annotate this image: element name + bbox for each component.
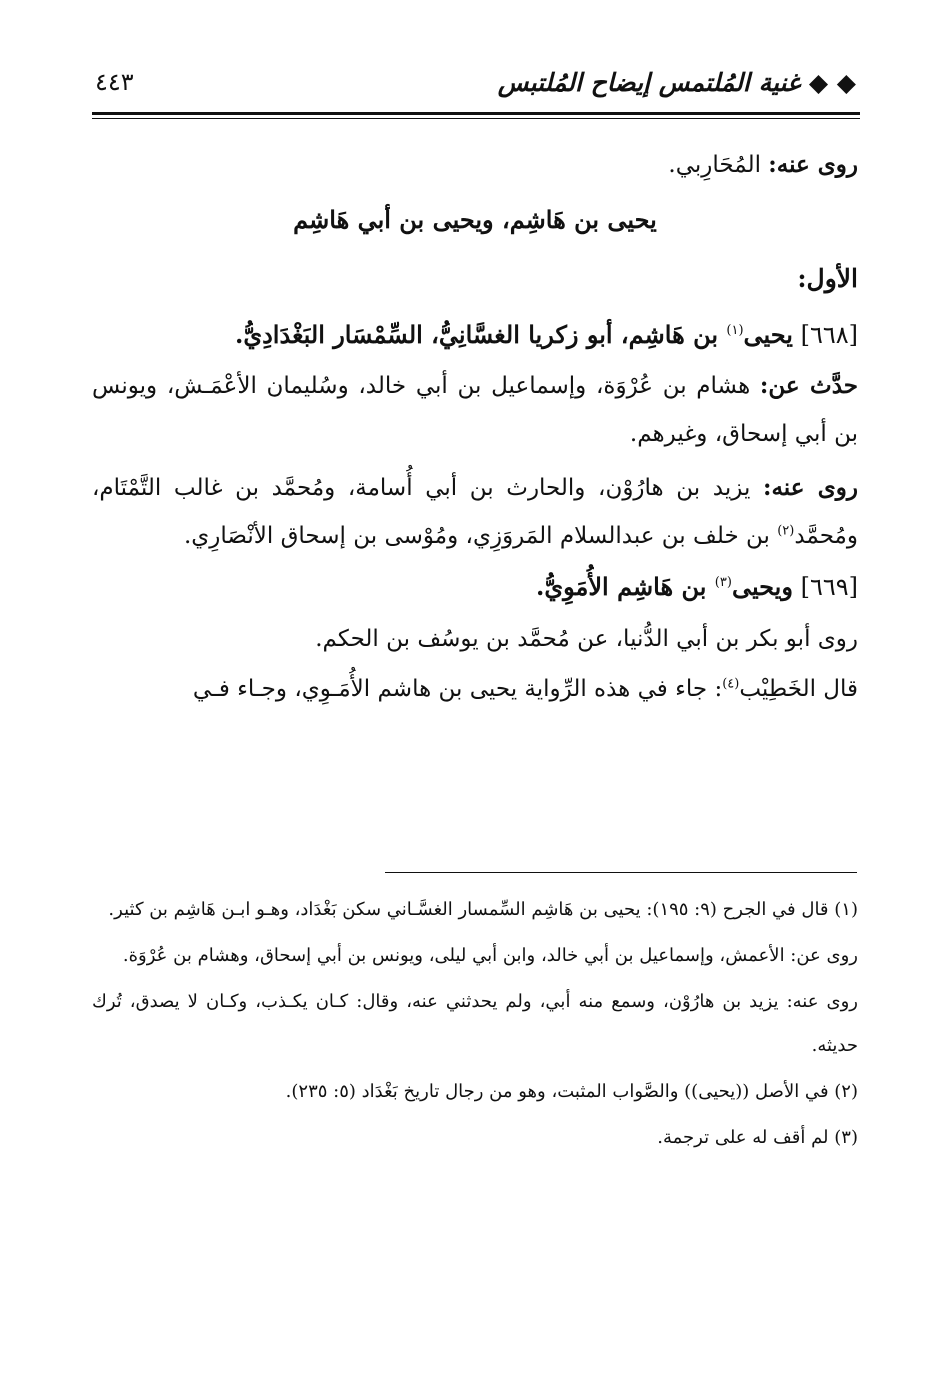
running-title: ◆ ◆ غنية المُلتمس إيضاح المُلتبس — [497, 68, 856, 97]
section-title: يحيى بن هَاشِم، ويحيى بن أبي هَاشِم — [293, 205, 657, 234]
text: هشام بن عُرْوَة، وإسماعيل بن أبي خالد، وسُليمان الأعْمَـش، ويونس بن أبي إسحاق، وغيرهم. — [92, 373, 858, 447]
text: المُحَارِبي. — [668, 152, 769, 178]
narrators-paragraph — [92, 464, 858, 560]
entry-668 — [92, 308, 858, 362]
footnote-1-narrators: روى عنه: يزيد بن هارُوْن، وسمع منه أبي، ولم يحدثني عنه، وقال: كـان يكـذب، وكـان لا يصدق، تُرك حديثه. — [92, 991, 858, 1056]
entry-name: يحيى — [743, 320, 793, 349]
text: يزيد بن هارُوْن، والحارث بن أبي أُسامة، ومُحمَّد بن غالب التَّمْتَام، ومُحمَّد — [92, 475, 858, 549]
page-header — [95, 62, 856, 108]
label: روى عنه: — [762, 474, 858, 501]
entry-name-rest: بن هَاشِم، أبو زكريا الغسَّانِيُّ، السِّمْسَار البَغْدَادِيُّ. — [234, 320, 727, 349]
entry-name-rest: بن هَاشِم الأُمَوِيُّ. — [535, 572, 715, 601]
footnote-1: (١) قال في الجرح (٩: ١٩٥): يحيى بن هَاشِم السِّمسار الغسَّـاني سكن بَغْدَاد، وهـو ابـن هَاشِم بن كثير. — [108, 899, 858, 920]
text: بن خلف بن عبدالسلام المَروَزِي، ومُوْسى بن إسحاق الأنْصَارِي. — [183, 523, 778, 549]
label: روى عنه: — [768, 151, 858, 178]
narrated-from-paragraph — [92, 362, 858, 458]
ibn-abi-dunya-line: روى أبو بكر بن أبي الدُّنيا، عن مُحمَّد بن يوسُف بن الحكم. — [315, 626, 858, 652]
page-number: ٤٤٣ — [95, 68, 134, 96]
footnote-ref: (١) — [726, 323, 744, 338]
footnote-2: (٢) في الأصل ((يحيى)) والصَّواب المثبت، وهو من رجال تاريخ بَغْدَاد (٥: ٢٣٥). — [285, 1081, 858, 1102]
footnotes — [92, 888, 858, 1162]
footnote-1-narrated-from: روى عن: الأعمش، وإسماعيل بن أبي خالد، وابن أبي ليلى، ويونس بن أبي إسحاق، وهشام بن عُرْوَة. — [122, 945, 858, 966]
header-rule-thin — [92, 118, 860, 119]
footnote-ref: (٣) — [714, 575, 732, 590]
main-text — [92, 140, 858, 714]
khatib-line — [92, 664, 858, 714]
footnote-separator — [385, 872, 857, 873]
first-label: الأول: — [797, 264, 858, 293]
header-rule-thick — [92, 112, 860, 115]
text: : جاء في هذه الرِّواية يحيى بن هاشم الأُمَـوِي، وجـاء فـي — [192, 676, 723, 702]
entry-number: [٦٦٩] — [792, 573, 858, 601]
footnote-ref: (٤) — [722, 676, 740, 692]
text: قال الخَطِيْب — [739, 676, 858, 702]
footnote-ref: (٢) — [777, 523, 795, 539]
narrated-by-line — [92, 140, 858, 190]
entry-669 — [92, 560, 858, 614]
footnote-3: (٣) لم أقف له على ترجمة. — [657, 1127, 858, 1148]
entry-name: ويحيى — [731, 572, 793, 601]
entry-number: [٦٦٨] — [792, 321, 858, 349]
label: حدَّث عن: — [759, 372, 858, 399]
